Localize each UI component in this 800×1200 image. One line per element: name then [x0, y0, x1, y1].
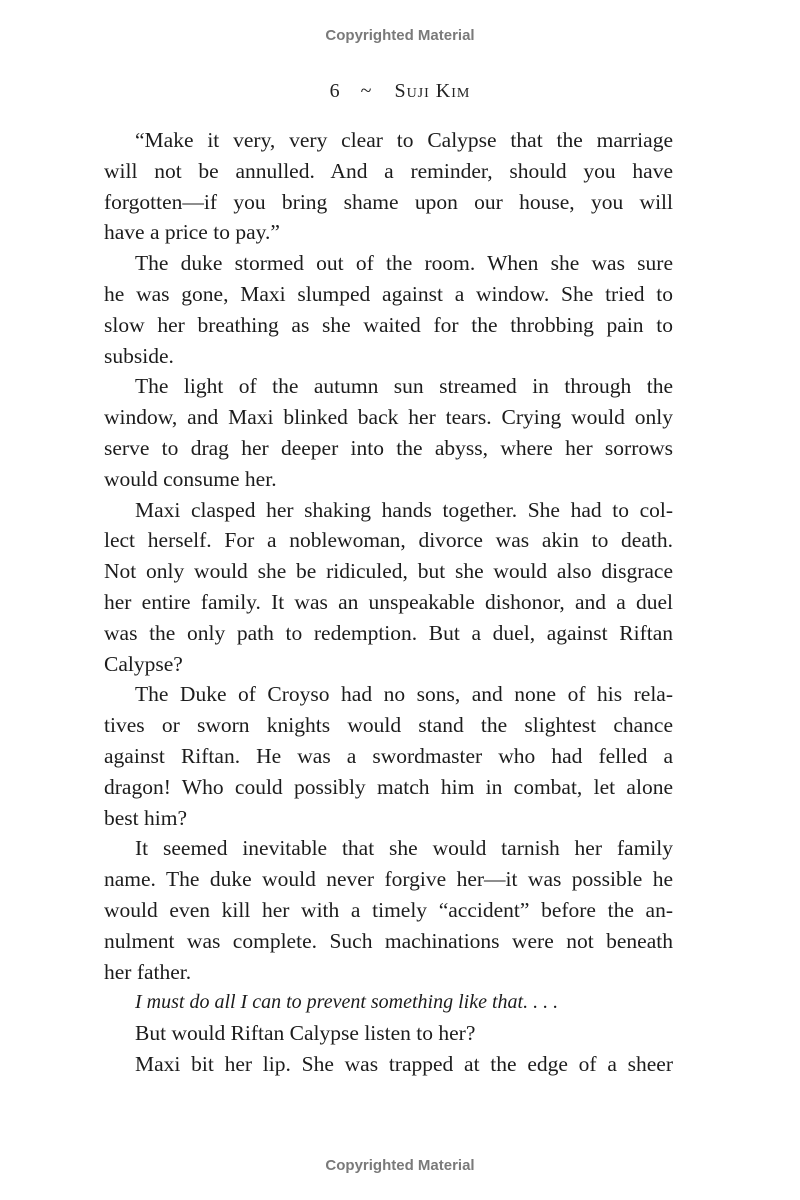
text-line: subside. — [104, 343, 174, 368]
text-line: tives or sworn knights would stand the slightest chance — [104, 713, 673, 738]
author-name: Suji Kim — [394, 80, 471, 102]
paragraph — [104, 371, 673, 494]
text-line: serve to drag her deeper into the abyss, where her sorrows — [104, 435, 673, 460]
text-line: The light of the autumn sun streamed in through the — [135, 374, 673, 399]
header-separator: ~ — [360, 80, 373, 102]
text-line: lect herself. For a noblewoman, divorce was akin to death. — [104, 528, 673, 553]
text-line: name. The duke would never forgive her—it was possible he — [104, 867, 673, 892]
text-line: Not only would she be ridiculed, but she would also disgrace — [104, 559, 673, 584]
paragraph — [104, 1049, 673, 1080]
text-line: forgotten—if you bring shame upon our house, you will — [104, 189, 673, 214]
text-line: The duke stormed out of the room. When she was sure — [135, 251, 673, 276]
text-line: Maxi bit her lip. She was trapped at the edge of a sheer — [135, 1051, 673, 1076]
text-line: The Duke of Croyso had no sons, and none of his rela- — [135, 682, 673, 707]
running-header — [0, 80, 800, 103]
text-line: dragon! Who could possibly match him in combat, let alone — [104, 774, 673, 799]
text-line: would consume her. — [104, 466, 277, 491]
text-line: her entire family. It was an unspeakable dishonor, and a duel — [104, 589, 673, 614]
copyright-watermark-bottom: Copyrighted Material — [325, 1157, 475, 1174]
paragraph — [104, 125, 673, 248]
text-line: nulment was complete. Such machinations were not beneath — [104, 928, 673, 953]
text-line: “Make it very, very clear to Calypse that the marriage — [135, 128, 673, 152]
paragraph — [104, 495, 673, 680]
text-line: window, and Maxi blinked back her tears. Crying would only — [104, 405, 673, 430]
page-number: 6 — [329, 80, 341, 102]
text-line: was the only path to redemption. But a duel, against Riftan — [104, 620, 673, 645]
italic-paragraph — [104, 987, 673, 1018]
text-line: Calypse? — [104, 651, 183, 676]
text-line: slow her breathing as she waited for the throbbing pain to — [104, 312, 673, 337]
text-line: against Riftan. He was a swordmaster who had felled a — [104, 743, 673, 768]
text-line: have a price to pay.” — [104, 220, 280, 245]
text-line: her father. — [104, 959, 192, 984]
text-line: he was gone, Maxi slumped against a window. She tried to — [104, 281, 673, 306]
text-line: It seemed inevitable that she would tarnish her family — [135, 836, 673, 861]
text-line: will not be annulled. And a reminder, should you have — [104, 158, 673, 183]
page-body — [104, 125, 673, 1080]
text-line: But would Riftan Calypse listen to her? — [135, 1021, 476, 1046]
paragraph — [104, 1018, 673, 1049]
paragraph — [104, 833, 673, 987]
text-line: best him? — [104, 805, 187, 830]
copyright-watermark-top: Copyrighted Material — [325, 27, 475, 44]
text-line: Maxi clasped her shaking hands together. She had to col- — [135, 497, 673, 522]
paragraph — [104, 248, 673, 371]
text-line: I must do all I can to prevent something like that. . . . — [135, 991, 559, 1014]
text-line: would even kill her with a timely “accident” before the an- — [104, 897, 673, 922]
paragraph — [104, 679, 673, 833]
